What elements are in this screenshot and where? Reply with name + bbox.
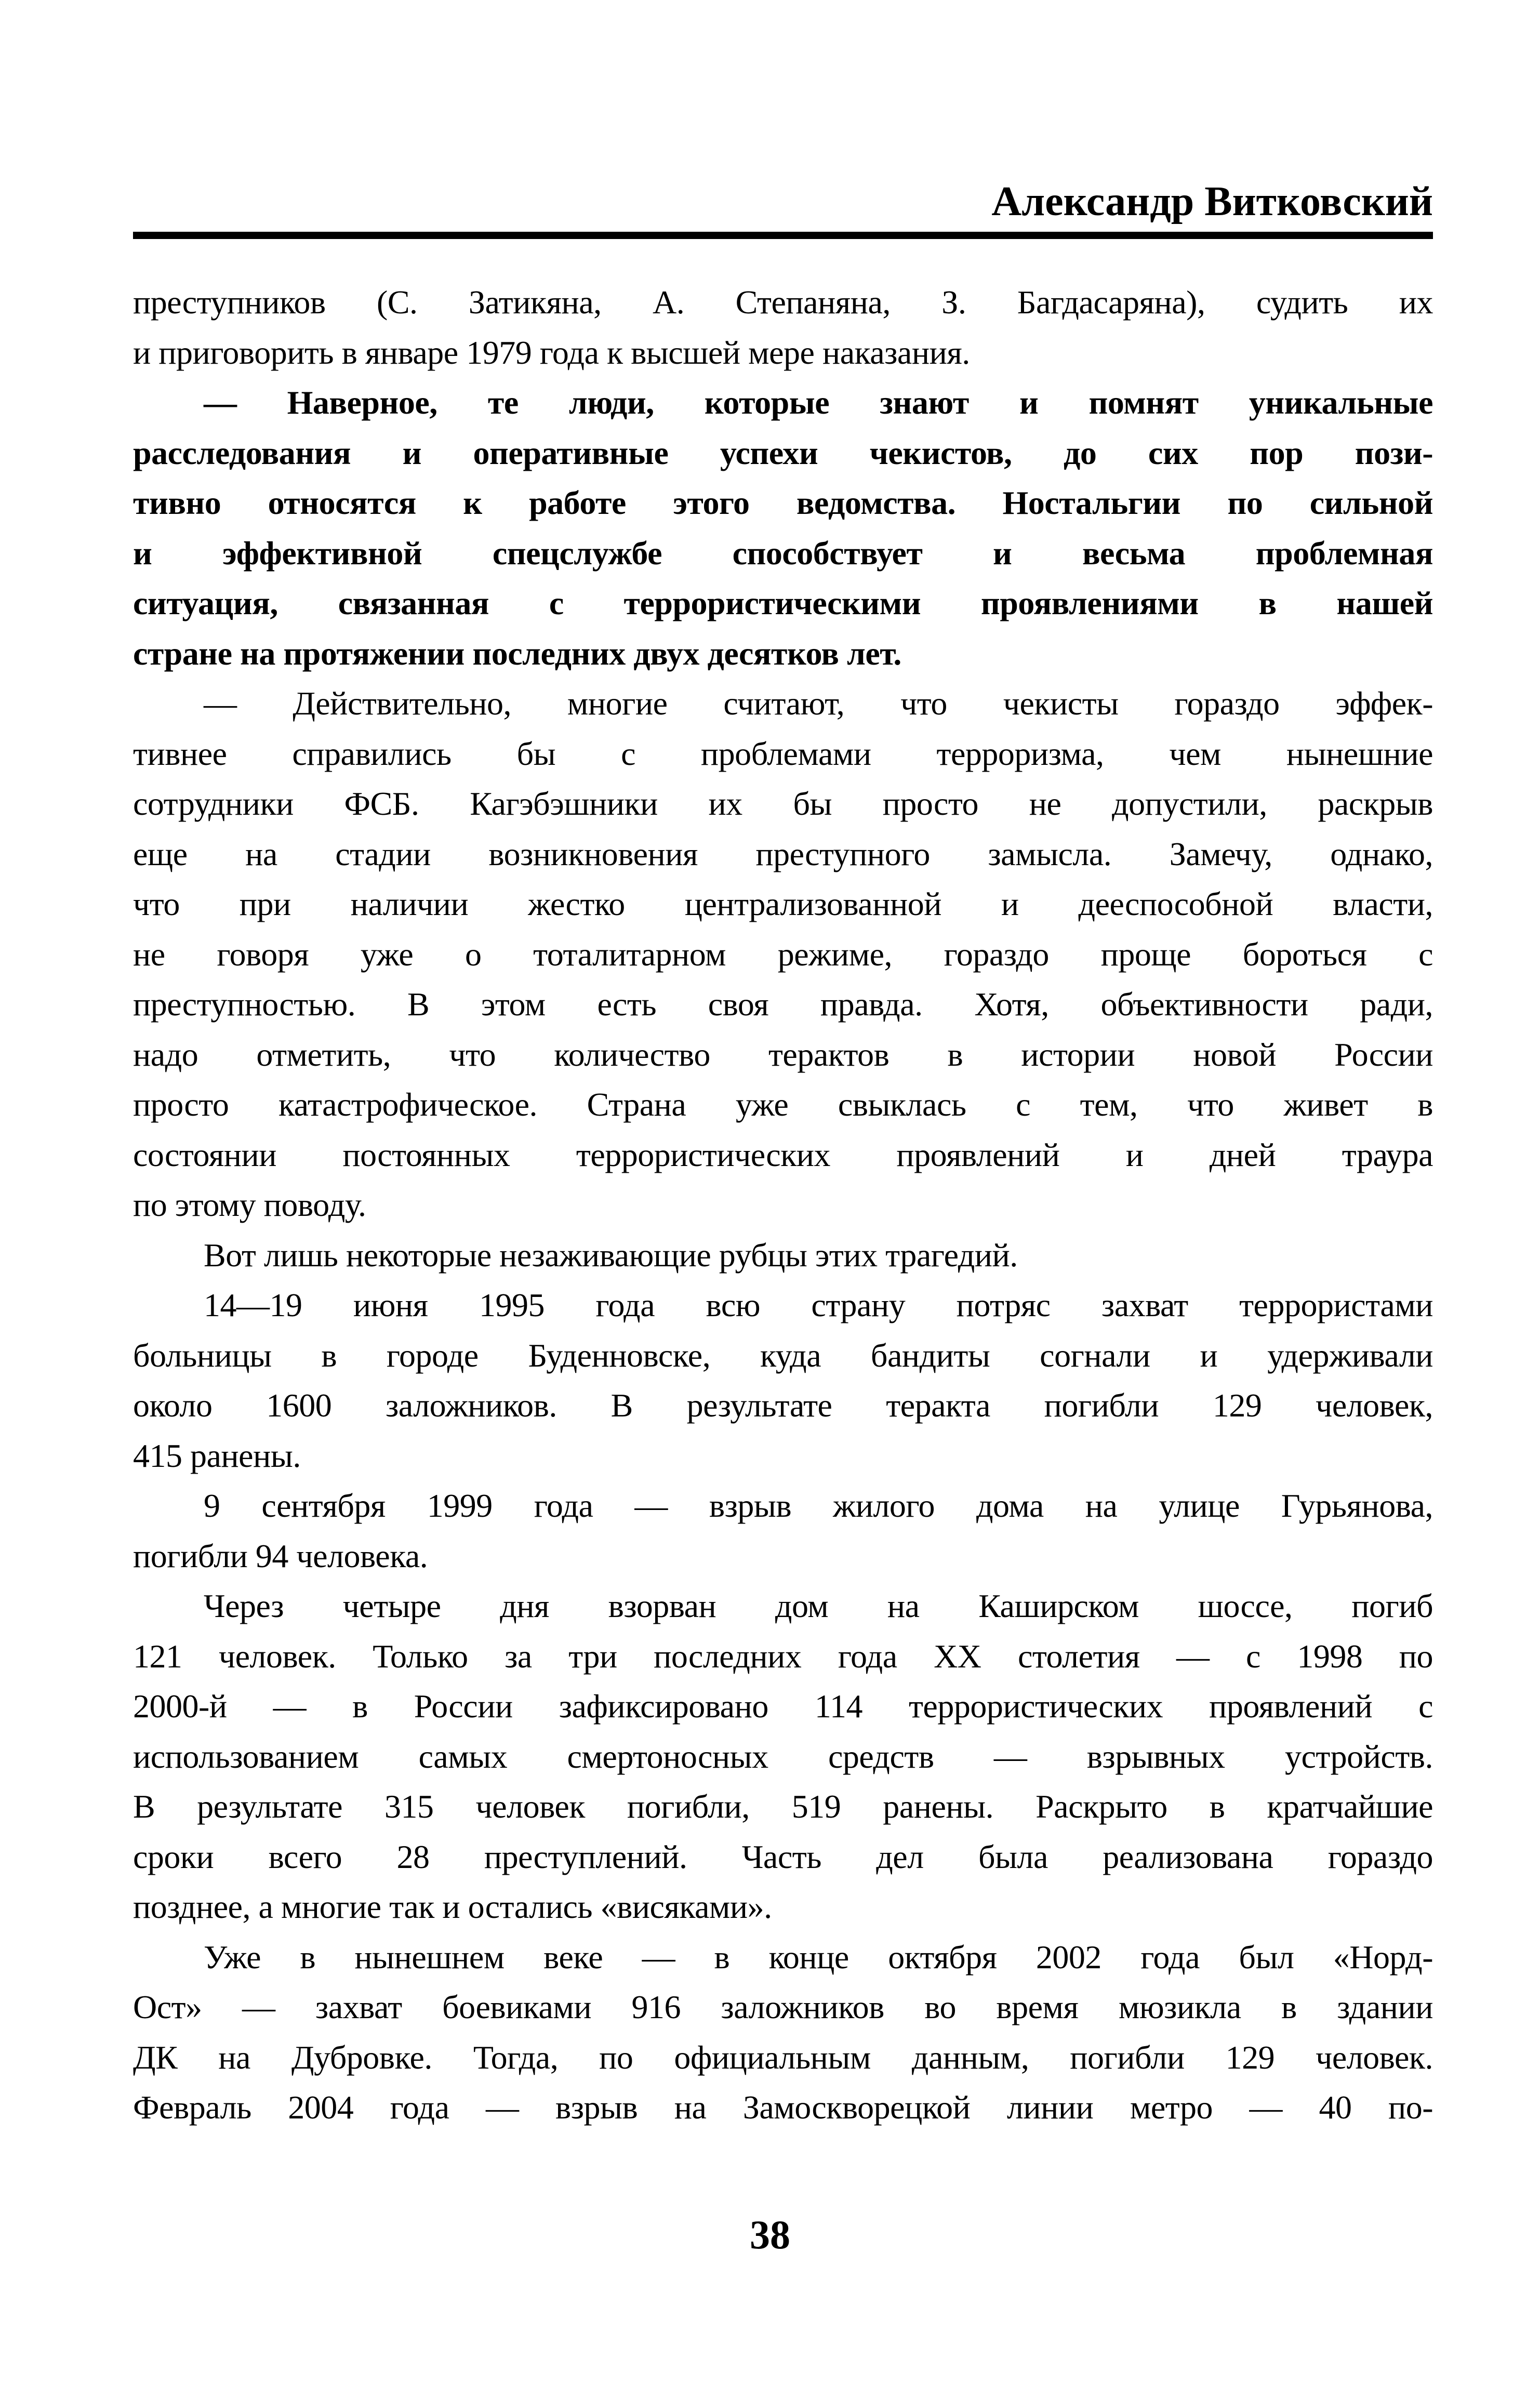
paragraph — [133, 1932, 1433, 2133]
text-line: использованием самых смертоносных средств — взрывных устройств. — [133, 1738, 1433, 1775]
text-line: 415 ранены. — [133, 1437, 301, 1474]
text-line: позднее, а многие так и остались «висяками». — [133, 1888, 772, 1925]
text-line: Февраль 2004 года — взрыв на Замоскворецкой линии метро — 40 по- — [133, 2089, 1433, 2126]
page-number: 38 — [750, 2212, 790, 2257]
text-line: сотрудники ФСБ. Кагэбэшники их бы просто не допустили, раскрыв — [133, 785, 1433, 822]
text-line: — Действительно, многие считают, что чекисты гораздо эффек- — [204, 685, 1433, 722]
text-line: и приговорить в январе 1979 года к высшей мере наказания. — [133, 334, 970, 371]
text-line: преступностью. В этом есть своя правда. Хотя, объективности ради, — [133, 986, 1433, 1023]
text-line: Ост» — захват боевиками 916 заложников во время мюзикла в здании — [133, 1989, 1433, 2025]
text-line: что при наличии жестко централизованной и дееспособной власти, — [133, 885, 1433, 922]
paragraph — [133, 679, 1433, 1230]
text-line: тивно относятся к работе этого ведомства. Ностальгии по сильной — [133, 484, 1433, 521]
text-line: тивнее справились бы с проблемами терроризма, чем нынешние — [133, 735, 1433, 772]
paragraph — [133, 1581, 1433, 1932]
text-line: не говоря уже о тоталитарном режиме, гораздо проще бороться с — [133, 935, 1433, 973]
text-line: ДК на Дубровке. Тогда, по официальным данным, погибли 129 человек. — [133, 2038, 1433, 2076]
paragraph — [133, 1280, 1433, 1481]
text-line: еще на стадии возникновения преступного замысла. Замечу, однако, — [133, 835, 1433, 872]
paragraph — [133, 277, 1433, 378]
text-line: 121 человек. Только за три последних года XX столетия — с 1998 по — [133, 1637, 1433, 1675]
text-line: преступников (С. Затикяна, А. Степаняна, З. Багдасаряна), судить их — [133, 284, 1433, 321]
text-line: больницы в городе Буденновске, куда бандиты согнали и удерживали — [133, 1336, 1433, 1374]
text-line: стране на протяжении последних двух десятков лет. — [133, 634, 901, 672]
text-line: надо отметить, что количество терактов в истории новой России — [133, 1036, 1433, 1073]
text-line: и эффективной спецслужбе способствует и весьма проблемная — [133, 534, 1433, 572]
text-line: по этому поводу. — [133, 1186, 366, 1223]
header-rule — [133, 232, 1433, 239]
text-line: Вот лишь некоторые незаживающие рубцы этих трагедий. — [204, 1236, 1018, 1274]
text-line: 2000-й — в России зафиксировано 114 террористических проявлений с — [133, 1688, 1433, 1725]
text-line: погибли 94 человека. — [133, 1537, 428, 1574]
text-line: около 1600 заложников. В результате теракта погибли 129 человек, — [133, 1387, 1433, 1424]
text-line: состоянии постоянных террористических проявлений и дней траура — [133, 1136, 1433, 1173]
text-line: — Наверное, те люди, которые знают и помнят уникальные — [204, 384, 1433, 421]
text-line: просто катастрофическое. Страна уже свыклась с тем, что живет в — [133, 1086, 1433, 1123]
paragraph — [133, 378, 1433, 679]
text-line: 9 сентября 1999 года — взрыв жилого дома на улице Гурьянова, — [204, 1487, 1433, 1524]
text-line: В результате 315 человек погибли, 519 ранены. Раскрыто в кратчайшие — [133, 1788, 1433, 1825]
paragraph — [133, 1481, 1433, 1581]
text-line: Уже в нынешнем веке — в конце октября 2002 года был «Норд- — [204, 1938, 1433, 1976]
text-line: ситуация, связанная с террористическими проявлениями в нашей — [133, 585, 1433, 621]
text-line: Через четыре дня взорван дом на Каширском шоссе, погиб — [204, 1587, 1433, 1624]
text-line: сроки всего 28 преступлений. Часть дел была реализована гораздо — [133, 1838, 1433, 1875]
running-header-author: Александр Витковский — [991, 179, 1433, 224]
text-line: расследования и оперативные успехи чекистов, до сих пор пози- — [133, 434, 1433, 471]
paragraph — [133, 1230, 1433, 1281]
text-line: 14—19 июня 1995 года всю страну потряс захват террористами — [204, 1287, 1433, 1323]
page-body-text — [133, 277, 1433, 2133]
